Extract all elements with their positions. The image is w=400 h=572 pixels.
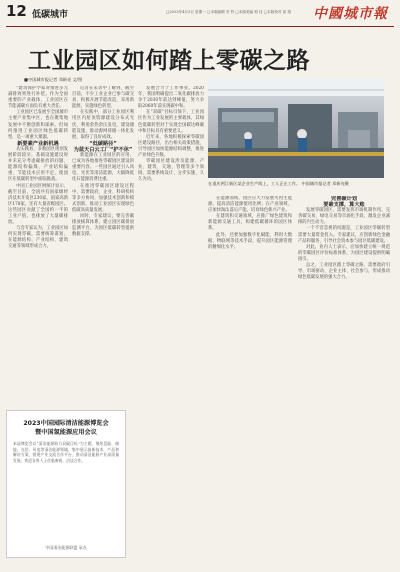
article-photo [208,78,384,178]
article-column-2 [72,86,134,406]
ad-footer: 中国清洁能源联盟 承办 [45,545,87,550]
paragraph: 与会专家认为，工业园区如何实现零碳，需要统筹谋划，在能源结构、产业结构、建筑交通等领域形成合力。 [8,226,68,250]
article-column-5 [298,196,390,562]
paragraph: 工业园区已发展至全国城市主要产业集中区，也在聚集地发展中不断创新和探索。但如何推进工业园区绿色低碳转型，是一项重大课题。 [8,110,68,140]
paragraph: 此外，还要加强数字化赋能，利用大数据、物联网等技术手段，提升园区能源管理的精细化水平。 [208,232,292,250]
advertisement-box [6,410,126,558]
page-header [0,0,400,26]
paragraph: “建筑保护学家对推进多元减排效果进行补偿。作为全国重要的产业载体，工业园区在节能减碳方面负有重大责任。 [8,86,68,110]
paragraph: 中国工业园区网统计显示，截至目前，全国共有国家级经济技术开发区230家，国家高新区178家，还有大量省级园区。这些园区贡献了全国约一半的工业产值，也排放了大量碳排放。 [8,183,68,226]
section-subhead: 新要素产业新机遇 [17,140,59,147]
section-subhead: 完善碳计划 要素支撑，算大账 [323,196,365,209]
header-rule [6,26,394,27]
factory-photo-illustration [208,78,384,178]
section-subhead: “低碳路径” 为蓝天白云工厂“护不休” [73,140,133,153]
paragraph: 近年来，各地积极探索零碳园区建设路径，出台相关政策措施，引导园区加快能源结构调整，推进产业绿色升级。 [138,134,204,159]
paragraph: 总之，工业园区踏上零碳之路，需要政府引导、市场驱动、企业主体、社会参与，形成推动绿色低碳发展的强大合力。 [298,263,390,281]
paragraph: 在推进零碳园区建设过程中，需要政府、企业、科研机构等多方协同，加强技术创新和模式创新，推动工业园区实现绿色低碳高质量发展。 [72,183,134,213]
paragraph: 记者在采访中了解到，截至目前，不少工业企业已参与碳交易，积极开展节能改造，采用新能源，实施绿色转型。 [72,86,134,110]
page-number: 12 [6,2,27,20]
ad-body-text: 本届博览会以“清洁能源助力双碳目标”为主题，聚焦氢能、储能、光伏、风电等清洁能源领域，集中展示最新技术、产品和解决方案，搭建产业交流合作平台，推动清洁能源产业高质量发展。欢迎各界人士莅临参观、洽谈合作。 [13,441,119,463]
masthead-logo: 中國城市報 [313,6,388,22]
paragraph: 在“双碳”目标引领下，工业园区作为工业发展的主要载体，其绿色低碳转型对于实现全国碳达峰碳中和目标具有重要意义。 [138,110,204,134]
article-headline: 工业园区如何踏上零碳之路 [28,48,310,74]
paragraph: 新能源在工业园区的应用，已成为各地推进零碳园区建设的重要内容。一些园区通过引入风电、光伏等清洁能源，大幅降低化石能源消费比重。 [72,153,134,183]
paragraph: 零碳园区建设涉及能源、产业、建筑、交通、管理等多个领域，需要系统设计、分步实施、久久为功。 [138,159,204,183]
paragraph: 从实践看，多数园区规划发展阶段较早，基础设施建设时并未充分考虑碳排放的问题，能源结构偏煤、产业结构偏重、节能技术应用不足，使园区在低碳转型中面临挑战。 [8,146,68,183]
paragraph: 在能源领域，园区应大力发展可再生能源，提高清洁能源使用比例；在产业领域，应加快淘汰落后产能，培育绿色新兴产业。 [208,196,292,214]
section-name: 低碳城市 [32,10,69,20]
paragraph: 同时，专家建议，要完善碳排放核算体系，建立园区碳排放监测平台，为园区低碳转型提供数据支撑。 [72,213,134,238]
article-column-3 [138,86,204,561]
article-column-1 [8,86,68,406]
article-column-4 [208,196,292,562]
article-byline: ■中国城市报记者 邓新亮 文/图 [24,77,83,82]
paragraph: 在实践中，部分工业园区利用区内屋顶资源建设分布式光伏，利用余热余压发电，建设储能设施，推动源网荷储一体化发展，取得了良好成效。 [72,110,134,140]
paragraph: 发展合力于工作事业。2020年，我国明确提出二氧化碳排放力争于2030年前达到峰值，努力争取2060年前实现碳中和。 [138,86,204,110]
dateline: □2023年4月3日 星期一 □本版编辑 苏 铃 □本版美编 郭 佳 □本版校对 高 翔 [166,10,291,14]
paragraph: 一个不容忽视的问题是，工业园区零碳转型需要大量资金投入。专家建议，应创新绿色金融产品和服务，引导社会资本参与园区低碳建设。 [298,226,390,244]
paragraph: 在建筑和交通领域，应推广绿色建筑和新能源交通工具，构建低碳循环的园区体系。 [208,214,292,232]
paragraph: 发展零碳园区，需要发挥市场机制作用，完善碳交易、绿电交易等市场化手段，激发企业减排的内生动力。 [298,208,390,226]
photo-caption: 在重庆两江新区某企业生产线上，工人正在工作。 中国城市报记者 邓新亮摄 [208,181,349,186]
ad-title: 2023中国园际清洁能源博览会 暨中国氢能源应用会议 [23,420,109,436]
paragraph: 对此，业内人士表示，应加快建立统一规范的零碳园区评价标准体系，为园区建设提供明确指引。 [298,244,390,262]
